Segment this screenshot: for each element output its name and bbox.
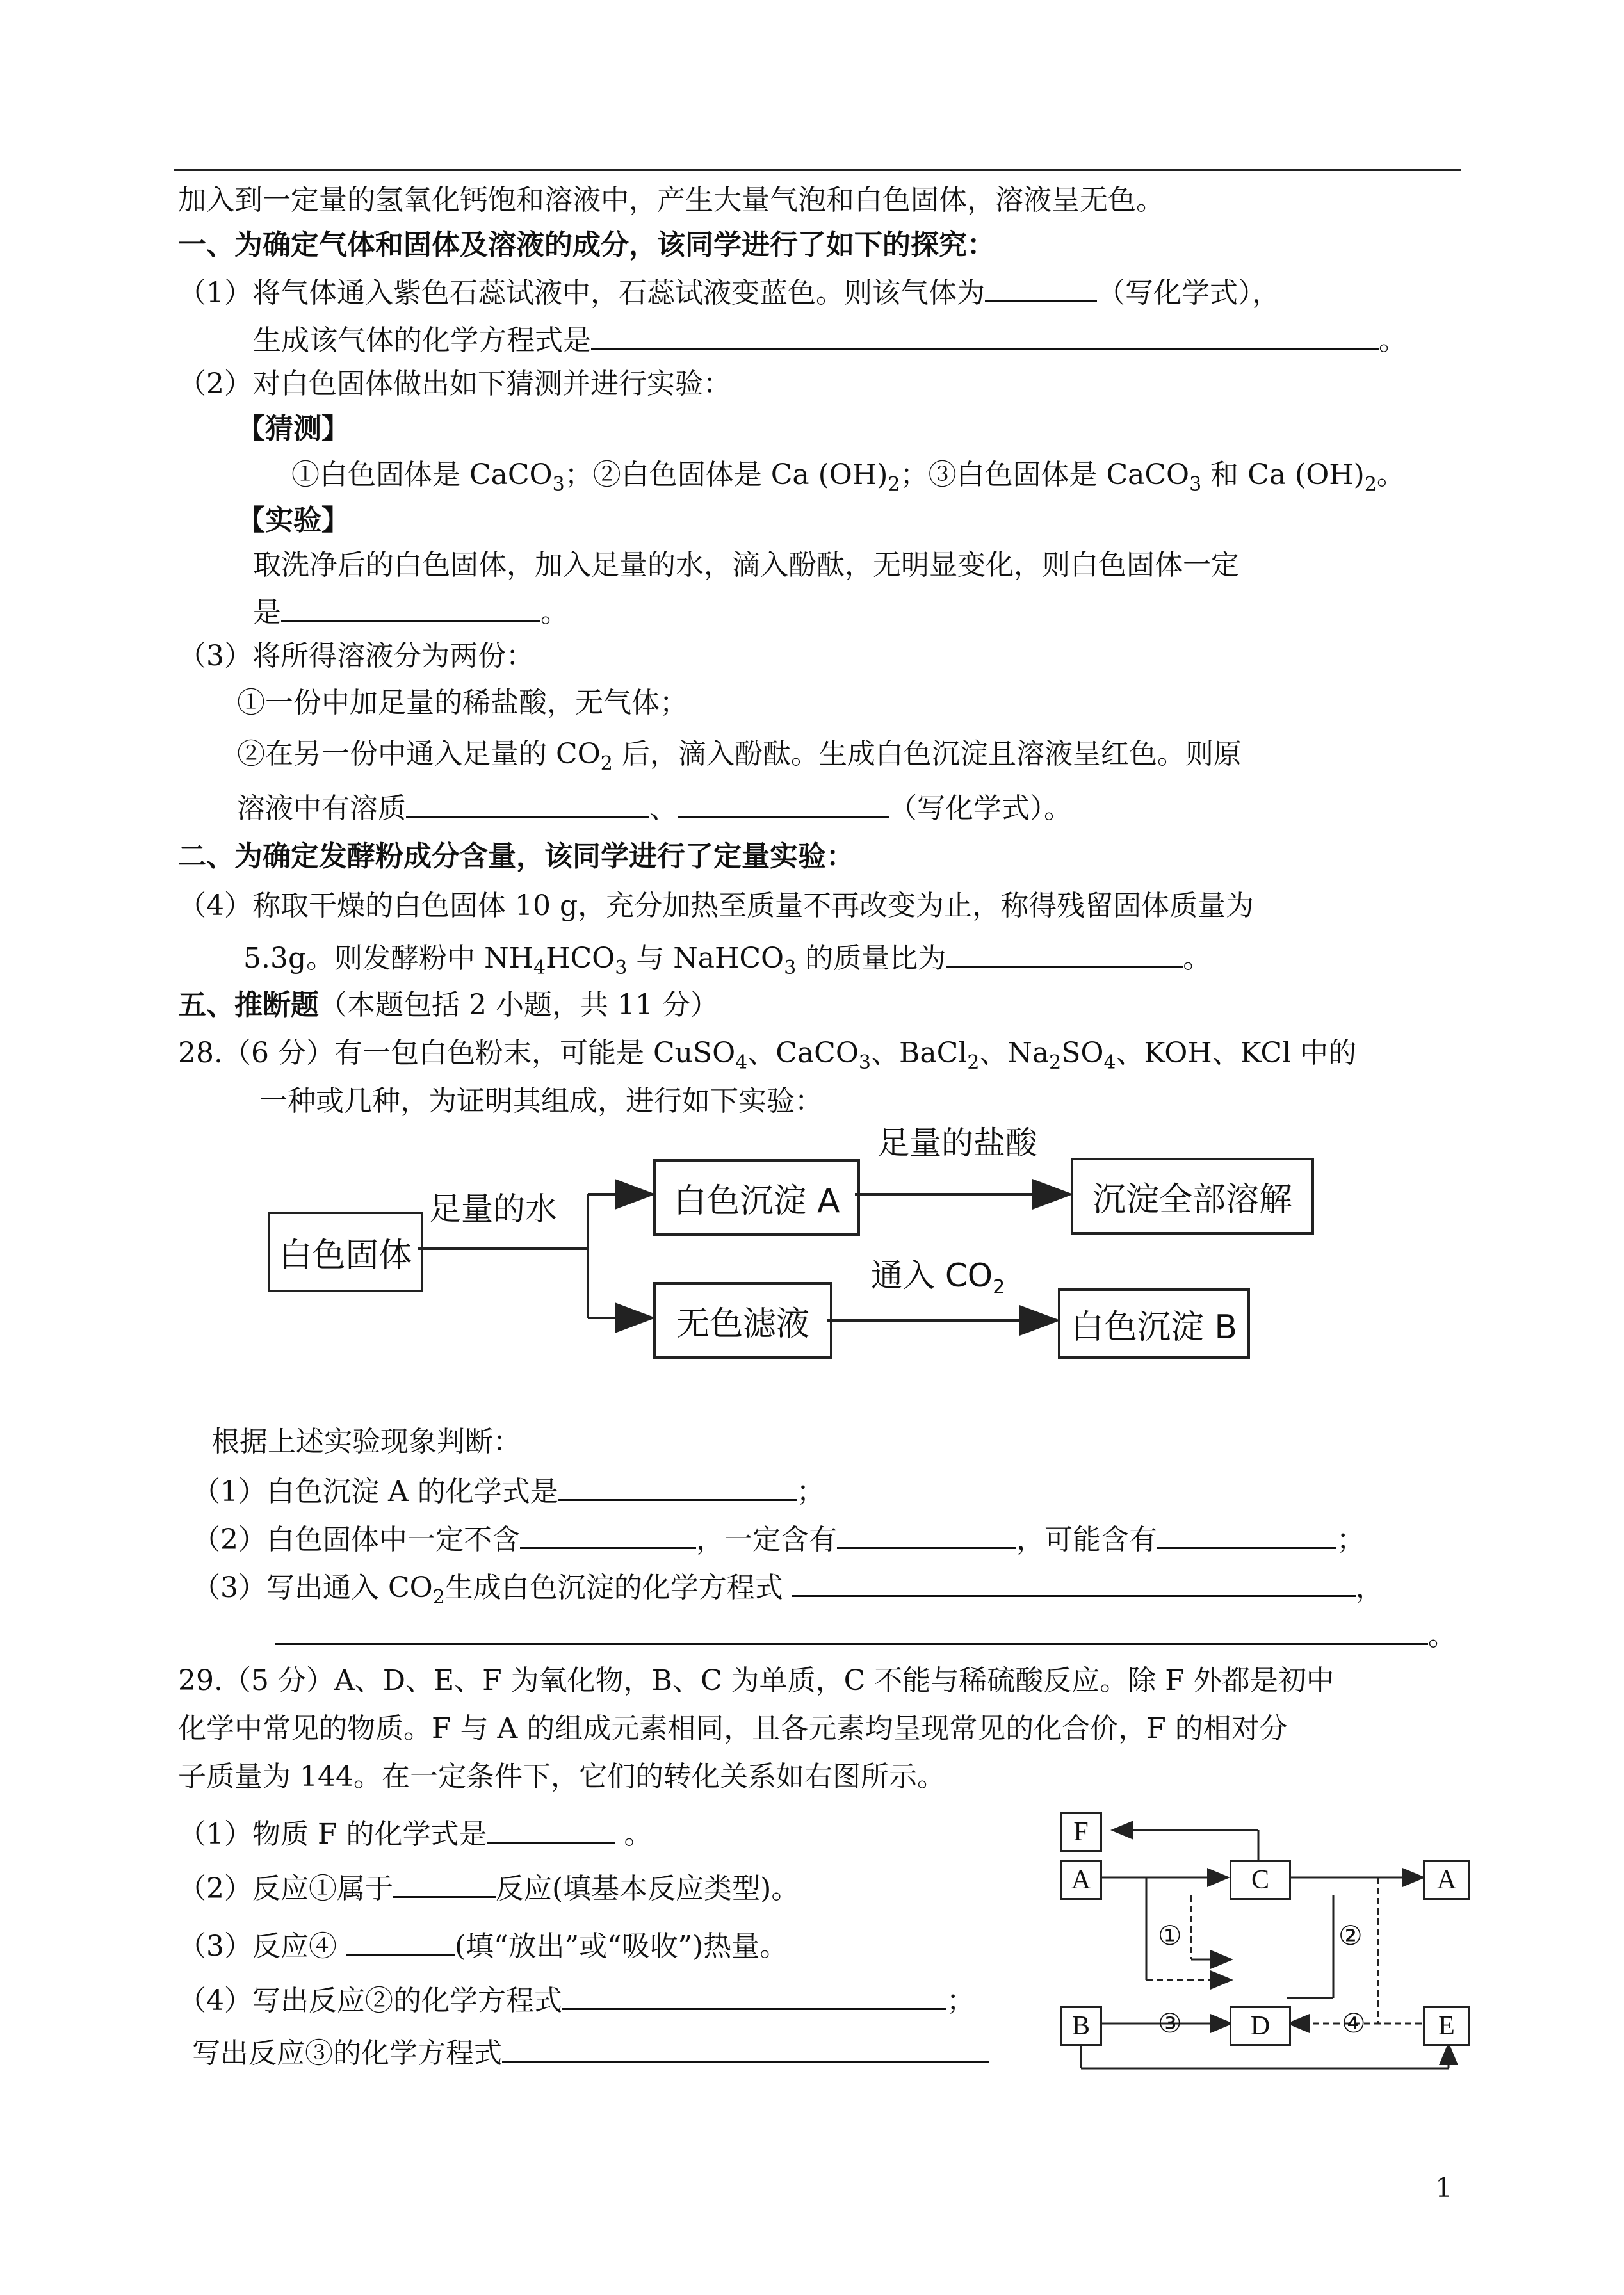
node-e: E bbox=[1423, 2006, 1470, 2046]
answer-blank[interactable] bbox=[792, 1566, 1356, 1597]
text-line: 5.3g。则发酵粉中 $NH_4HCO_3$ 与 NaHCO$_3$ 的质量比为 。 bbox=[243, 936, 1211, 978]
question-4: （4）称取干燥的白色固体 10 g，充分加热至质量不再改变为止，称得残留固体质量为 bbox=[178, 889, 1255, 922]
guess-options: ①白色固体是 CaCO$_3$；②白色固体是 Ca $(OH)_2$；③白色固体是 CaCO$_3$ 和 Ca $(OH)_2$。 bbox=[291, 458, 1405, 496]
question-29-3: （3）反应④ (填“放出”或“吸收”)热量。 bbox=[178, 1924, 788, 1966]
question-29-2: （2）反应①属于 反应(填基本反应类型)。 bbox=[178, 1867, 799, 1908]
question-28-3: （3）写出通入 $CO_2$生成白色沉淀的化学方程式 ， bbox=[192, 1566, 1384, 1607]
text-line: 溶液中有溶质 、 （写化学式）。 bbox=[237, 786, 1072, 828]
text-line: 加入到一定量的氢氧化钙饱和溶液中，产生大量气泡和白色固体，溶液呈无色。 bbox=[178, 184, 1164, 216]
section-heading-5: 五、推断题（本题包括 2 小题，共 11 分） bbox=[178, 989, 719, 1021]
reaction-1-label: ① bbox=[1158, 1920, 1182, 1951]
answer-blank[interactable] bbox=[502, 2031, 989, 2063]
node-a-right: A bbox=[1423, 1860, 1470, 1900]
question-1-equation: 生成该气体的化学方程式是 。 bbox=[253, 318, 1407, 360]
flow-label-water: 足量的水 bbox=[429, 1190, 557, 1228]
reaction-4-label: ④ bbox=[1342, 2007, 1366, 2039]
experiment-heading: 【实验】 bbox=[237, 504, 350, 537]
node-b: B bbox=[1060, 2006, 1102, 2046]
guess-heading: 【猜测】 bbox=[237, 412, 350, 445]
answer-blank[interactable] bbox=[562, 1979, 946, 2010]
node-a: A bbox=[1060, 1860, 1102, 1900]
page-number: 1 bbox=[1435, 2172, 1452, 2203]
node-c: C bbox=[1230, 1860, 1291, 1900]
question-28-2: （2）白色固体中一定不含 ，一定含有 ，可能含有 ； bbox=[192, 1518, 1365, 1559]
reaction-2-label: ② bbox=[1338, 1920, 1363, 1951]
question-29-1: （1）物质 F 的化学式是 。 bbox=[178, 1812, 653, 1854]
section-heading-1: 一、为确定气体和固体及溶液的成分，该同学进行了如下的探究： bbox=[178, 229, 995, 261]
text-line: 一种或几种，为证明其组成，进行如下实验： bbox=[259, 1085, 823, 1117]
answer-blank[interactable] bbox=[558, 1470, 797, 1501]
node-f: F bbox=[1060, 1812, 1102, 1852]
text-line: ①一份中加足量的稀盐酸，无气体； bbox=[237, 686, 688, 719]
flow-box-white-solid: 白色固体 bbox=[268, 1212, 423, 1292]
flow-label-hcl: 足量的盐酸 bbox=[877, 1124, 1037, 1162]
flow-box-precipitate-a: 白色沉淀 A bbox=[653, 1159, 860, 1236]
question-28: 28.（6 分）有一包白色粉末，可能是 CuSO$_4$、CaCO$_3$、BaCl$_2$、$Na_2SO_4$、KOH、KCl 中的 bbox=[178, 1037, 1357, 1074]
question-1: （1）将气体通入紫色石蕊试液中，石蕊试液变蓝色。则该气体为 （写化学式）， bbox=[178, 271, 1280, 312]
answer-blank[interactable] bbox=[520, 1518, 696, 1549]
reaction-3-label: ③ bbox=[1158, 2007, 1182, 2039]
answer-blank[interactable] bbox=[346, 1924, 455, 1956]
question-29: 29.（5 分）A、D、E、F 为氧化物，B、C 为单质，C 不能与稀硫酸反应。除 F 外都是初中 bbox=[178, 1664, 1335, 1697]
question-29-4: （4）写出反应②的化学方程式 ； bbox=[178, 1979, 975, 2020]
flow-box-dissolved: 沉淀全部溶解 bbox=[1071, 1158, 1314, 1235]
answer-blank[interactable] bbox=[393, 1867, 496, 1898]
text-line: 化学中常见的物质。F 与 A 的组成元素相同，且各元素均呈现常见的化合价，F 的相对分 bbox=[178, 1712, 1288, 1745]
flow-box-precipitate-b: 白色沉淀 B bbox=[1058, 1288, 1250, 1359]
question-28-1: （1）白色沉淀 A 的化学式是 ； bbox=[192, 1470, 825, 1511]
text-line: ②在另一份中通入足量的 $CO_2$ 后，滴入酚酞。生成白色沉淀且溶液呈红色。则原 bbox=[237, 738, 1242, 775]
question-29-4-cont: 写出反应③的化学方程式 bbox=[192, 2031, 989, 2073]
answer-blank[interactable] bbox=[487, 1812, 615, 1844]
question-28-3-cont: 。 bbox=[275, 1614, 1456, 1655]
text-line: 取洗净后的白色固体，加入足量的水，滴入酚酞，无明显变化，则白色固体一定 bbox=[253, 549, 1239, 581]
text-line: 子质量为 144。在一定条件下，它们的转化关系如右图所示。 bbox=[178, 1760, 945, 1793]
flow-label-co2: 通入 $CO_2$ bbox=[871, 1257, 1005, 1299]
text-line: 是 。 bbox=[253, 590, 569, 632]
answer-blank[interactable] bbox=[275, 1614, 1428, 1645]
answer-blank[interactable] bbox=[837, 1518, 1016, 1549]
question-3: （3）将所得溶液分为两份： bbox=[178, 640, 534, 672]
node-d: D bbox=[1230, 2006, 1291, 2046]
flow-box-filtrate: 无色滤液 bbox=[653, 1282, 832, 1359]
text-line: 根据上述实验现象判断： bbox=[211, 1425, 521, 1458]
answer-blank[interactable] bbox=[1157, 1518, 1336, 1549]
question-2: （2）对白色固体做出如下猜测并进行实验： bbox=[178, 368, 731, 400]
section-heading-2: 二、为确定发酵粉成分含量，该同学进行了定量实验： bbox=[178, 840, 854, 873]
